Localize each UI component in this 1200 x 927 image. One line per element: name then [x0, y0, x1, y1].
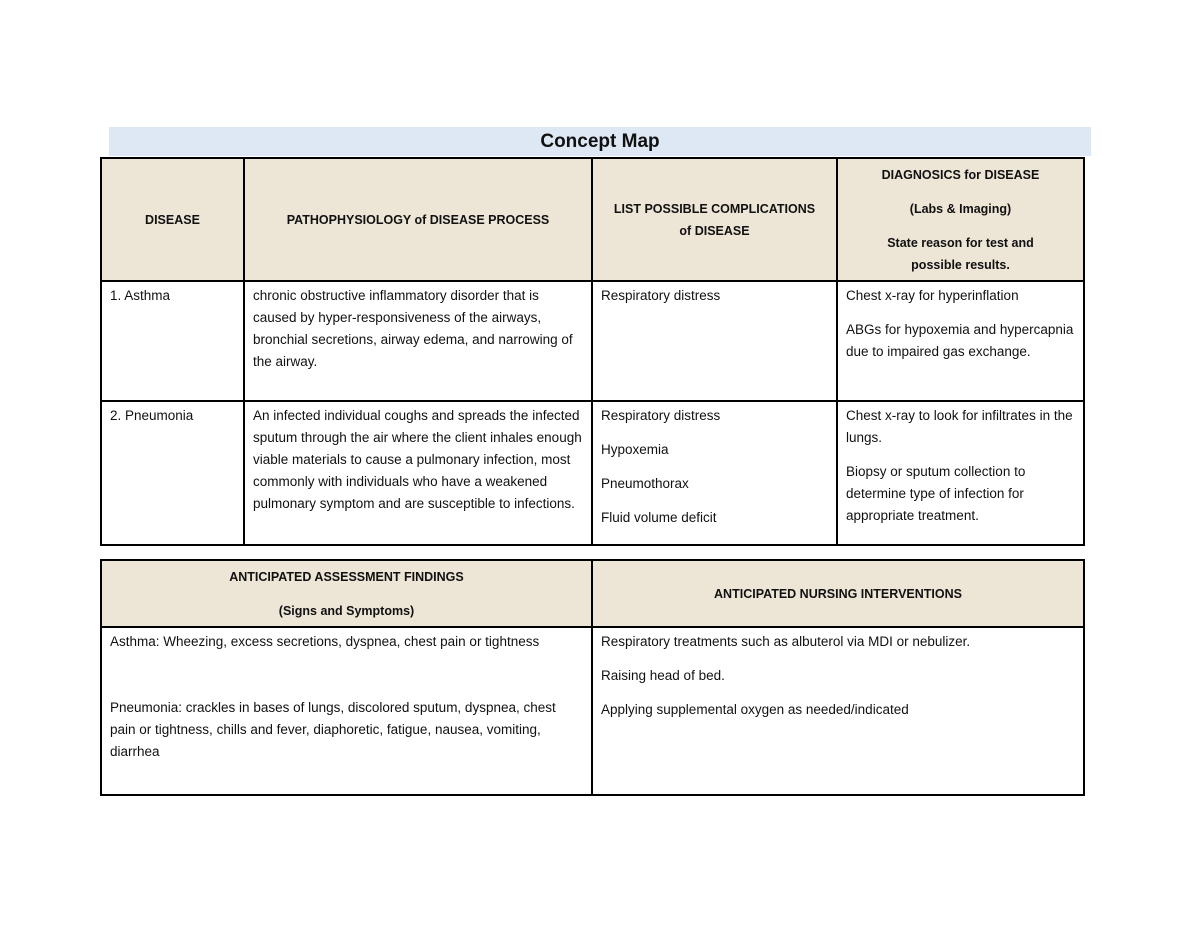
- disease-table-header: [101, 158, 1084, 281]
- complication-item: Pneumothorax: [601, 476, 689, 491]
- header-diagnostics-line1: DIAGNOSICS for DISEASE: [881, 167, 1040, 182]
- header-diagnostics-line2: (Labs & Imaging): [909, 201, 1012, 216]
- complications-cell: [592, 281, 837, 401]
- complication-item: Fluid volume deficit: [601, 510, 717, 525]
- diagnostic-item: Biopsy or sputum collection to determine type of infection for appropriate treatment.: [846, 464, 1026, 523]
- findings-pneumonia: Pneumonia: crackles in bases of lungs, discolored sputum, dyspnea, chest pain or tightness, chills and fever, diaphoretic, fatigue, nausea, vomiting, diarrhea: [110, 700, 556, 759]
- complication-item: Hypoxemia: [601, 442, 669, 457]
- header-findings-line1: ANTICIPATED ASSESSMENT FINDINGS: [229, 569, 464, 584]
- complication-item: Respiratory distress: [601, 408, 721, 423]
- header-pathophysiology: PATHOPHYSIOLOGY of DISEASE PROCESS: [244, 158, 592, 281]
- pathophysiology-cell: An infected individual coughs and spreads the infected sputum through the air where the client inhales enough viable materials to cause a pulmonary infection, most commonly with individuals who have a weakened pulmonary symptom and are susceptible to infections.: [244, 401, 592, 545]
- diagnostics-cell: [837, 281, 1084, 401]
- header-disease: DISEASE: [101, 158, 244, 281]
- assessment-interventions-table: [100, 559, 1085, 796]
- table-row: [101, 627, 1084, 795]
- diagnostic-item: ABGs for hypoxemia and hypercapnia due to impaired gas exchange.: [846, 322, 1074, 359]
- diagnostic-item: Chest x-ray for hyperinflation: [846, 288, 1019, 303]
- complication-item: Respiratory distress: [601, 288, 721, 303]
- intervention-item: Respiratory treatments such as albuterol via MDI or nebulizer.: [601, 634, 971, 649]
- table-row: [101, 281, 1084, 401]
- findings-spacer: [110, 653, 583, 697]
- complications-cell: [592, 401, 837, 545]
- pathophysiology-cell: chronic obstructive inflammatory disorder that is caused by hyper-responsiveness of the airways, bronchial secretions, airway edema, and narrowing of the airway.: [244, 281, 592, 401]
- header-diagnostics-line4: possible results.: [911, 257, 1010, 272]
- assessment-findings-cell: [101, 627, 592, 795]
- diagnostic-item: Chest x-ray to look for infiltrates in the lungs.: [846, 408, 1073, 445]
- header-complications-line2: of DISEASE: [679, 223, 750, 238]
- disease-cell: 2. Pneumonia: [101, 401, 244, 545]
- header-diagnostics: [837, 158, 1084, 281]
- diagnostics-cell: [837, 401, 1084, 545]
- header-complications-line1: LIST POSSIBLE COMPLICATIONS: [613, 201, 816, 216]
- assessment-table-header: [101, 560, 1084, 627]
- header-diagnostics-line3: State reason for test and: [887, 235, 1034, 250]
- header-complications: [592, 158, 837, 281]
- disease-cell: 1. Asthma: [101, 281, 244, 401]
- page-title: Concept Map: [109, 127, 1091, 156]
- nursing-interventions-cell: [592, 627, 1084, 795]
- header-assessment-findings: [101, 560, 592, 627]
- disease-table: [100, 157, 1085, 546]
- intervention-item: Raising head of bed.: [601, 668, 725, 683]
- findings-asthma: Asthma: Wheezing, excess secretions, dyspnea, chest pain or tightness: [110, 634, 540, 649]
- header-nursing-interventions: ANTICIPATED NURSING INTERVENTIONS: [592, 560, 1084, 627]
- table-row: [101, 401, 1084, 545]
- intervention-item: Applying supplemental oxygen as needed/indicated: [601, 702, 909, 717]
- header-findings-line2: (Signs and Symptoms): [278, 603, 415, 618]
